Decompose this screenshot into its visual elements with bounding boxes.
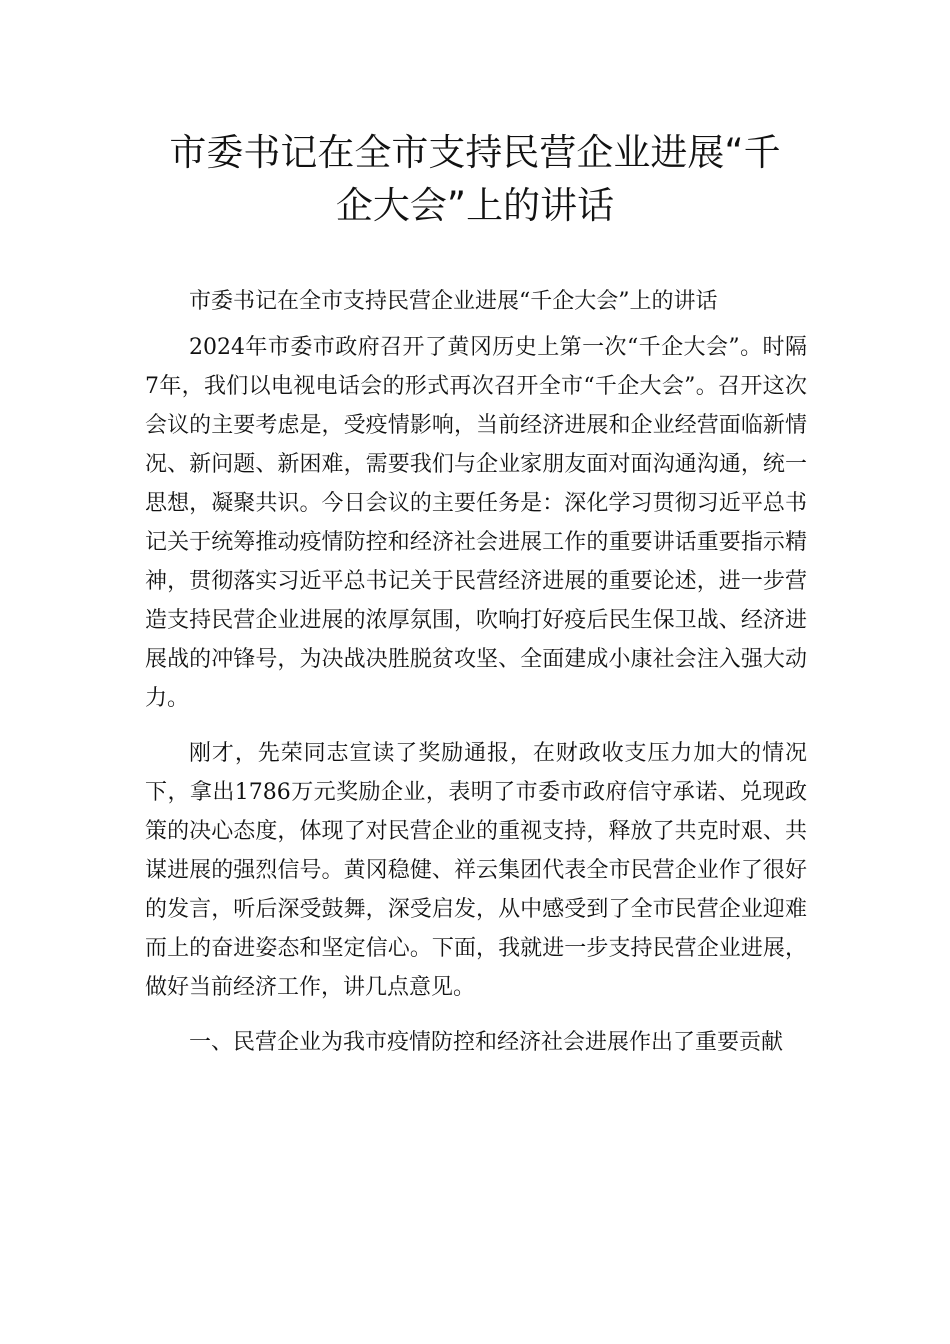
body-paragraph: 2024年市委市政府召开了黄冈历史上第一次“千企大会”。时隔7年，我们以电视电话会的形式再次召开全市“千企大会”。召开这次会议的主要考虑是，受疫情影响，当前经济进展和企业经营面临新情况、新问题、新困难，需要我们与企业家朋友面对面沟通沟通，统一思想，凝聚共识。今日会议的主要任务是：深化学习贯彻习近平总书记关于统筹推动疫情防控和经济社会进展工作的重要讲话重要指示精神，贯彻落实习近平总书记关于民营经济进展的重要论述，进一步营造支持民营企业进展的浓厚氛围，吹响打好疫后民生保卫战、经济进展战的冲锋号，为决战决胜脱贫攻坚、全面建成小康社会注入强大动力。 (145, 335, 807, 711)
document-body (145, 282, 807, 1062)
body-paragraph: 刚才，先荣同志宣读了奖励通报，在财政收支压力加大的情况下，拿出1786万元奖励企业，表明了市委市政府信守承诺、兑现政策的决心态度，体现了对民营企业的重视支持，释放了共克时艰、共谋进展的强烈信号。黄冈稳健、祥云集团代表全市民营企业作了很好的发言，听后深受鼓舞，深受启发，从中感受到了全市民营企业迎难而上的奋进姿态和坚定信心。下面，我就进一步支持民营企业进展，做好当前经济工作，讲几点意见。 (145, 741, 807, 1000)
document-title-line-2: 企大会”上的讲话 (335, 184, 615, 227)
document-title-line-1: 市委书记在全市支持民营企业进展“千 (169, 131, 781, 174)
section-heading: 一、民营企业为我市疫情防控和经济社会进展作出了重要贡献 (189, 1030, 784, 1055)
subtitle-paragraph: 市委书记在全市支持民营企业进展“千企大会”上的讲话 (189, 289, 718, 314)
